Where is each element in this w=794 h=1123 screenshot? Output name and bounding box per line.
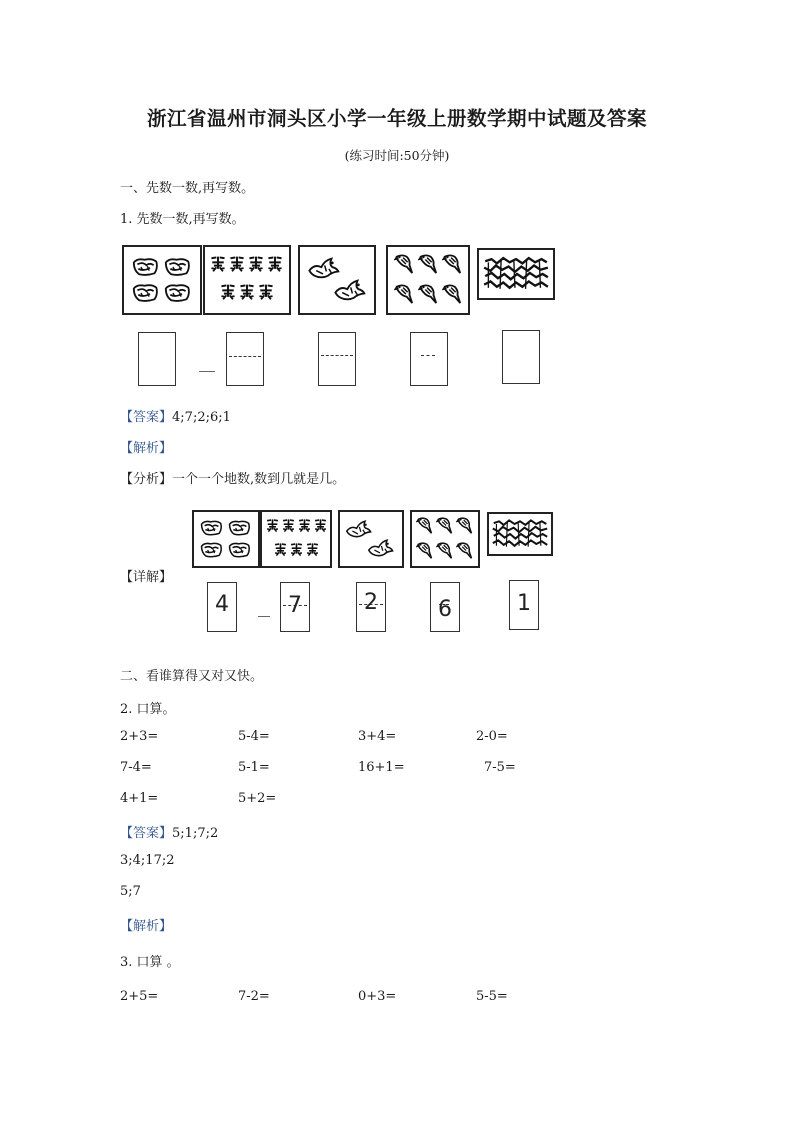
q1-answer-box-5[interactable]: [502, 330, 540, 384]
scribble-icon: [479, 250, 553, 298]
q1-answer: [120, 406, 231, 425]
q1-picture-leaves: [122, 245, 202, 315]
q1-detail-box-5: [509, 580, 539, 630]
detail-digit: 1: [517, 591, 531, 616]
q1-picture-parrots: [386, 245, 470, 315]
parrot-icon: [412, 512, 478, 566]
equation: 4+1=: [120, 791, 159, 806]
q1-answer-text: 4;7;2;6;1: [172, 410, 231, 425]
equation: 7-2=: [238, 989, 270, 1004]
bird-icon: [340, 512, 402, 566]
detail-digit: 2: [364, 590, 378, 615]
q1-picture-critters: [203, 245, 291, 315]
fenxi-text: 一个一个地数,数到几就是几。: [172, 472, 346, 487]
leaf-pair-icon: [124, 247, 200, 313]
question-1-prompt: 1. 先数一数,再写数。: [120, 212, 245, 227]
dash-mark: [199, 371, 215, 372]
answer-tag: 【答案】: [120, 826, 173, 841]
equation: 5-4=: [238, 729, 270, 744]
q1-detail-picture-parrots: [410, 510, 480, 568]
dashed-guide-line: [321, 355, 353, 356]
leaf-pair-icon: [194, 512, 258, 566]
q1-detail-box-3: [356, 582, 386, 632]
equation: 7-4=: [120, 760, 152, 775]
q1-detail-picture-critters: [260, 510, 332, 568]
q1-detail-box-4: [430, 582, 460, 632]
q1-detail-tag: 【详解】: [120, 570, 173, 585]
q1-picture-scribble: [477, 248, 555, 300]
q1-detail-picture-birds: [338, 510, 404, 568]
dashed-guide-line: [421, 355, 435, 356]
equation: 5-1=: [238, 760, 270, 775]
detail-digit: 7: [288, 593, 302, 618]
critter-icon: [205, 247, 289, 313]
equation: 5-5=: [476, 989, 508, 1004]
q2-analysis-tag: 【解析】: [120, 919, 173, 934]
question-3-prompt: 3. 口算 。: [120, 955, 180, 970]
q2-answer-line-1: 5;1;7;2: [172, 826, 219, 841]
equation: 5+2=: [238, 791, 277, 806]
q1-picture-birds: [298, 245, 376, 315]
page-title: 浙江省温州市洞头区小学一年级上册数学期中试题及答案: [146, 107, 647, 130]
q1-detail-box-1: [207, 582, 237, 632]
answer-tag: 【答案】: [120, 410, 173, 425]
q2-answer-line-3: 5;7: [120, 884, 141, 899]
q1-detail-box-2: [280, 582, 310, 632]
equation: 2+5=: [120, 989, 159, 1004]
dashed-guide-line: [229, 356, 261, 357]
parrot-icon: [388, 247, 468, 313]
q1-answer-box-4[interactable]: [410, 332, 448, 386]
critter-icon: [262, 512, 330, 566]
q2-answer: [120, 822, 218, 841]
dash-mark: [258, 616, 270, 617]
fenxi-tag: 【分析】: [120, 472, 173, 487]
question-2-prompt: 2. 口算。: [120, 702, 176, 717]
q1-fenxi: [120, 468, 345, 487]
q1-answer-box-1[interactable]: [138, 332, 176, 386]
equation: 0+3=: [358, 989, 397, 1004]
q1-answer-box-2[interactable]: [226, 332, 264, 386]
bird-icon: [300, 247, 374, 313]
q2-answer-line-2: 3;4;17;2: [120, 853, 175, 868]
q1-detail-picture-leaves: [192, 510, 260, 568]
q1-answer-box-3[interactable]: [318, 332, 356, 386]
section-1-heading: 一、先数一数,再写数。: [120, 181, 255, 196]
equation: 3+4=: [358, 729, 397, 744]
q1-analysis-tag: 【解析】: [120, 441, 173, 456]
detail-digit: 4: [215, 592, 229, 617]
q1-detail-picture-scribble: [487, 512, 553, 556]
equation: 7-5=: [484, 760, 516, 775]
section-2-heading: 二、看谁算得又对又快。: [120, 669, 264, 684]
page-subtitle: (练习时间:50分钟): [344, 148, 450, 163]
equation: 16+1=: [358, 760, 405, 775]
scribble-icon: [489, 514, 551, 554]
equation: 2+3=: [120, 729, 159, 744]
equation: 2-0=: [476, 729, 508, 744]
detail-digit: 6: [438, 597, 452, 622]
